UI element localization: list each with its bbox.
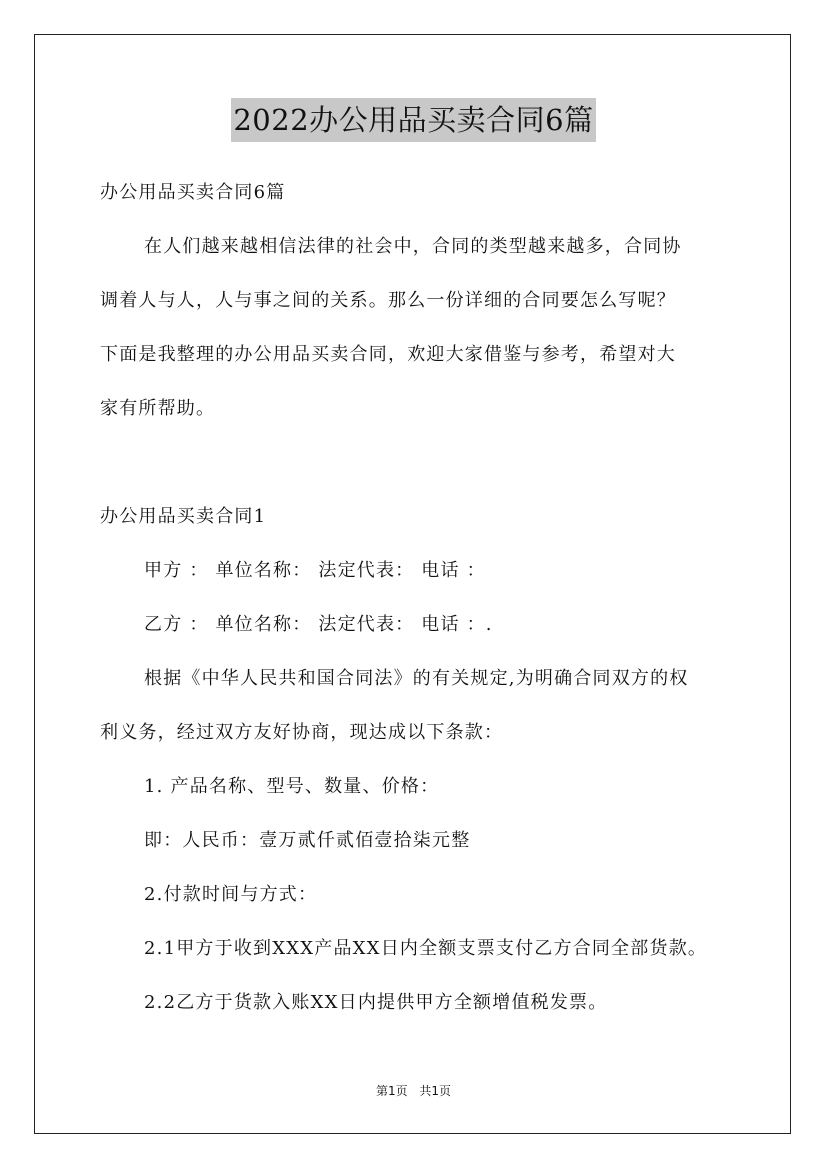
paragraph-line: 在人们越来越相信法律的社会中，合同的类型越来越多，合同协	[144, 236, 682, 257]
page-footer	[0, 1082, 827, 1099]
clause-line: 2.付款时间与方式：	[144, 884, 318, 905]
party-a-line: 甲方 ： 单位名称： 法定代表： 电话 ：	[144, 560, 486, 581]
section-heading: 办公用品买卖合同1	[100, 506, 267, 527]
paragraph-line: 下面是我整理的办公用品买卖合同，欢迎大家借鉴与参考，希望对大	[100, 344, 676, 365]
page-number: 第1页	[375, 1084, 408, 1098]
party-b-line: 乙方 ： 单位名称： 法定代表： 电话 ：.	[144, 614, 493, 635]
section-heading: 办公用品买卖合同6篇	[100, 182, 286, 203]
clause-line: 2.2乙方于货款入账XX日内提供甲方全额增值税发票。	[144, 992, 608, 1013]
paragraph-line: 调着人与人，人与事之间的关系。那么一份详细的合同要怎么写呢？	[100, 290, 676, 311]
document-title: 2022办公用品买卖合同6篇	[231, 98, 595, 142]
clause-line: 2.1甲方于收到XXX产品XX日内全额支票支付乙方合同全部货款。	[144, 938, 708, 959]
clause-line: 即：人民币：壹万贰仟贰佰壹拾柒元整	[144, 830, 471, 851]
paragraph-line: 根据《中华人民共和国合同法》的有关规定,为明确合同双方的权	[144, 668, 689, 689]
clause-line: 1. 产品名称、型号、数量、价格：	[144, 776, 440, 797]
paragraph-line: 利义务，经过双方友好协商，现达成以下条款：	[100, 722, 504, 743]
paragraph-line: 家有所帮助。	[100, 398, 216, 419]
title-container	[0, 98, 827, 142]
page-total: 共1页	[419, 1084, 452, 1098]
